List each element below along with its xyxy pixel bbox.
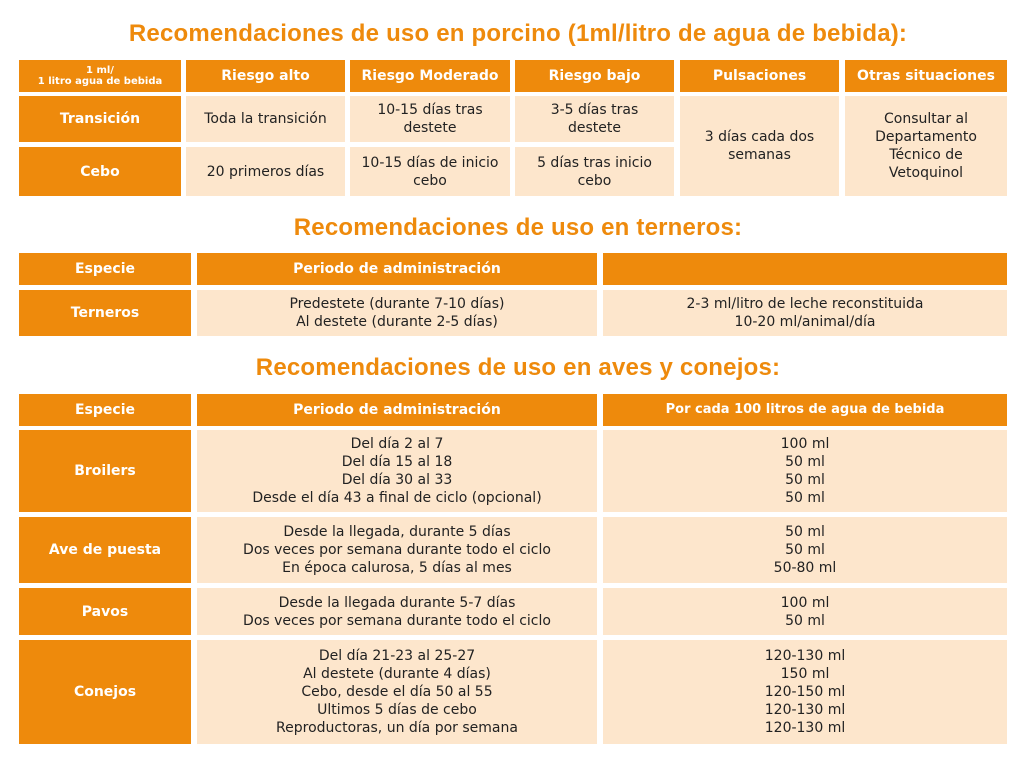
- cell-line: 150 ml: [780, 666, 830, 682]
- broilers-dosis: [603, 430, 1007, 512]
- header-riesgo-alto: Riesgo alto: [186, 60, 345, 92]
- cell-line: destete: [403, 120, 457, 136]
- cell-line: Toda la transición: [204, 111, 327, 127]
- header-riesgo-bajo: Riesgo bajo: [515, 60, 674, 92]
- row-label-terneros: Terneros: [19, 290, 191, 336]
- transicion-riesgo-alto: [186, 96, 345, 142]
- cell-line: Del día 15 al 18: [341, 454, 453, 470]
- cell-line: 50 ml: [785, 542, 825, 558]
- cell-line: Al destete (durante 4 días): [303, 666, 491, 682]
- row-label-transicion: Transición: [19, 96, 181, 142]
- cebo-riesgo-moderado: [350, 147, 510, 196]
- aves-header-especie: Especie: [19, 394, 191, 426]
- cell-line: 120-150 ml: [764, 684, 846, 700]
- cell-line: 120-130 ml: [764, 702, 846, 718]
- cell-line: Desde la llegada durante 5-7 días: [278, 594, 516, 611]
- transicion-riesgo-moderado: [350, 96, 510, 142]
- cell-line: 50 ml: [785, 524, 825, 540]
- cell-line: Ultimos 5 días de cebo: [317, 702, 477, 718]
- cell-line: 120-130 ml: [764, 720, 846, 736]
- cell-line: 100 ml: [780, 436, 830, 452]
- cell-line: 50-80 ml: [773, 560, 837, 576]
- cell-line: 120-130 ml: [764, 648, 846, 664]
- cell-line: Reproductoras, un día por semana: [276, 720, 518, 736]
- cell-line: Dos veces por semana durante todo el ciclo: [243, 542, 551, 558]
- aves-title: Recomendaciones de uso en aves y conejos:: [255, 354, 781, 381]
- terneros-title: Recomendaciones de uso en terneros:: [293, 214, 743, 241]
- corner-line-1: 1 ml/: [86, 65, 114, 76]
- pavos-dosis: [603, 588, 1007, 635]
- cell-line: Del día 21-23 al 25-27: [318, 648, 476, 664]
- row-label-conejos: Conejos: [19, 640, 191, 744]
- header-riesgo-moderado: Riesgo Moderado: [350, 60, 510, 92]
- cell-line: 100 ml: [780, 594, 830, 611]
- cell-line: Vetoquinol: [888, 165, 964, 181]
- cell-line: 10-15 días de inicio: [361, 154, 499, 171]
- ave-de-puesta-periodo: [197, 517, 597, 583]
- transicion-riesgo-bajo: [515, 96, 674, 142]
- cell-line: 50 ml: [785, 454, 825, 470]
- cell-line: 2-3 ml/litro de leche reconstituida: [686, 296, 924, 312]
- broilers-periodo: [197, 430, 597, 512]
- pavos-periodo: [197, 588, 597, 635]
- cebo-riesgo-bajo: [515, 147, 674, 196]
- terneros-periodo: [197, 290, 597, 336]
- row-label-ave-de-puesta: Ave de puesta: [19, 517, 191, 583]
- cell-line: 5 días tras inicio: [537, 154, 652, 171]
- cell-line: Al destete (durante 2-5 días): [296, 314, 498, 330]
- cell-line: 20 primeros días: [206, 163, 325, 180]
- cell-line: Desde el día 43 a final de ciclo (opcional): [252, 490, 542, 506]
- cell-line: 3 días cada dos: [704, 129, 815, 145]
- aves-header-periodo: Periodo de administración: [197, 394, 597, 426]
- header-otras-situaciones: Otras situaciones: [845, 60, 1007, 92]
- terneros-header-dosis: [603, 253, 1007, 285]
- terneros-dosis: [603, 290, 1007, 336]
- cell-line: 50 ml: [785, 472, 825, 488]
- cell-line: semanas: [728, 147, 791, 163]
- cell-line: Desde la llegada, durante 5 días: [283, 524, 511, 540]
- porcino-title: Recomendaciones de uso en porcino (1ml/litro de agua de bebida):: [128, 20, 908, 47]
- ave-de-puesta-dosis: [603, 517, 1007, 583]
- terneros-header-periodo: Periodo de administración: [197, 253, 597, 285]
- row-label-broilers: Broilers: [19, 430, 191, 512]
- cell-line: 3-5 días tras: [550, 102, 639, 118]
- cell-line: 50 ml: [785, 612, 825, 629]
- pulsaciones-cell: [680, 96, 839, 196]
- conejos-dosis: [603, 640, 1007, 744]
- header-pulsaciones: Pulsaciones: [680, 60, 839, 92]
- conejos-periodo: [197, 640, 597, 744]
- porcino-corner-header: [19, 60, 181, 92]
- cell-line: 50 ml: [785, 490, 825, 506]
- cell-line: Dos veces por semana durante todo el ciclo: [243, 612, 551, 629]
- terneros-header-especie: Especie: [19, 253, 191, 285]
- cell-line: Técnico de: [889, 147, 963, 163]
- cell-line: Consultar al: [883, 111, 968, 127]
- cell-line: 10-20 ml/animal/día: [734, 314, 876, 330]
- otras-situaciones-cell: [845, 96, 1007, 196]
- cell-line: Del día 30 al 33: [341, 472, 453, 488]
- cell-line: 10-15 días tras: [377, 102, 483, 118]
- cell-line: En época calurosa, 5 días al mes: [282, 560, 512, 576]
- cell-line: Predestete (durante 7-10 días): [289, 296, 505, 312]
- cebo-riesgo-alto: [186, 147, 345, 196]
- row-label-pavos: Pavos: [19, 588, 191, 635]
- cell-line: Del día 2 al 7: [350, 436, 444, 452]
- cell-line: cebo: [577, 172, 612, 189]
- cell-line: Cebo, desde el día 50 al 55: [301, 684, 493, 700]
- cell-line: Departamento: [875, 129, 977, 145]
- corner-line-2: 1 litro agua de bebida: [37, 76, 163, 87]
- cell-line: destete: [568, 120, 621, 136]
- cell-line: cebo: [413, 172, 447, 189]
- aves-header-dosis: Por cada 100 litros de agua de bebida: [603, 394, 1007, 426]
- row-label-cebo: Cebo: [19, 147, 181, 196]
